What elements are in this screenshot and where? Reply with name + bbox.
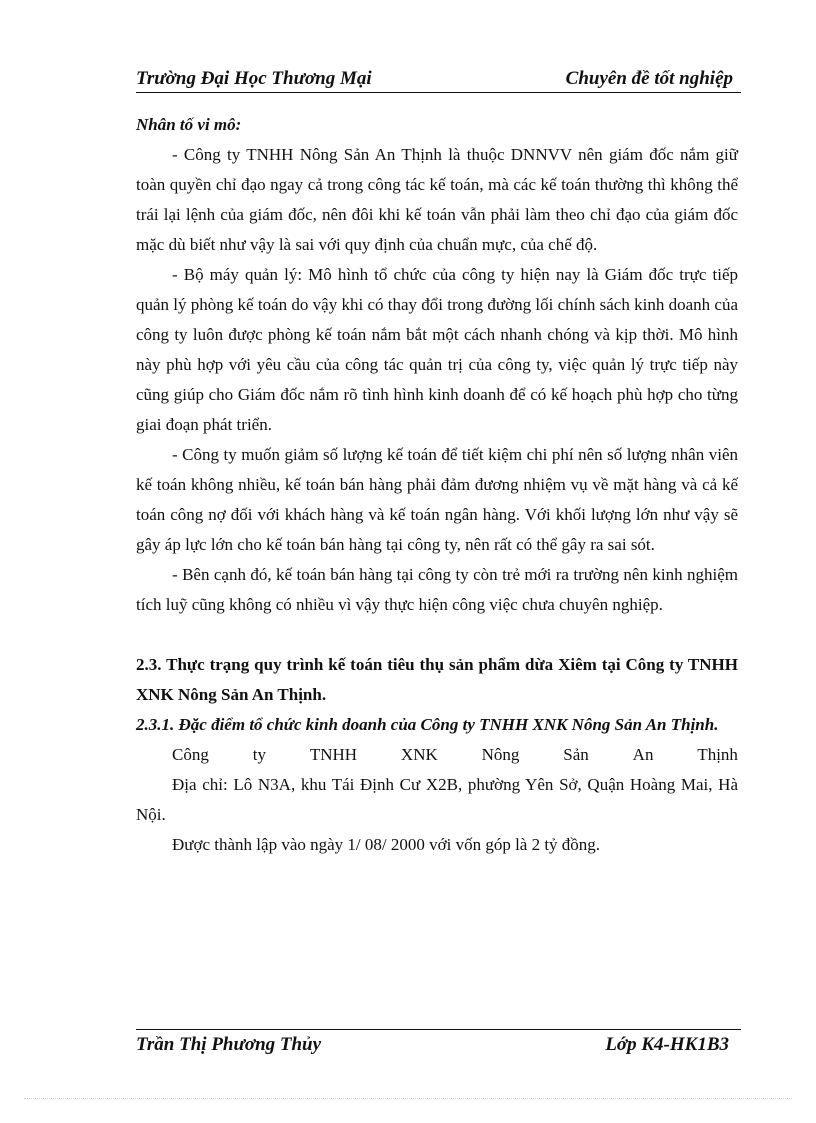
paragraph-staffing: - Công ty muốn giảm số lượng kế toán để tiết kiệm chi phí nên số lượng nhân viên kế toán không nhiều, kế toán bán hàng phải đảm đương nhiệm vụ về mặt hàng và cả kế toán công nợ đối với khách hàng và kế toán ngân hàng. Với khối lượng lớn như vậy sẽ gây áp lực lớn cho kế toán bán hàng tại công ty, nên rất có thể gây ra sai sót. — [136, 445, 738, 554]
address-paragraph: Địa chỉ: Lô N3A, khu Tái Định Cư X2B, phường Yên Sở, Quận Hoàng Mai, Hà Nội. — [136, 775, 738, 824]
document-body — [136, 110, 738, 860]
company-word: Công — [172, 745, 209, 764]
page-footer — [136, 1029, 741, 1062]
subsection-heading: 2.3.1. Đặc điểm tổ chức kinh doanh của Công ty TNHH XNK Nông Sản An Thịnh. — [136, 715, 719, 734]
header-school-name: Trường Đại Học Thương Mại — [136, 68, 372, 89]
footer-class: Lớp K4-HK1B3 — [605, 1034, 729, 1055]
company-word: Sản — [563, 745, 589, 764]
footer-author: Trần Thị Phương Thủy — [136, 1034, 322, 1055]
company-word: Nông — [481, 745, 520, 764]
paragraph-management-structure: - Bộ máy quản lý: Mô hình tổ chức của công ty hiện nay là Giám đốc trực tiếp quản lý phòng kế toán do vậy khi có thay đổi trong đường lối chính sách kinh doanh của công ty luôn được phòng kế toán nắm bắt một cách nhanh chóng và kịp thời. Mô hình này phù hợp với yêu cầu của công tác quản trị của công ty, việc quản lý trực tiếp này cũng giúp cho Giám đốc nắm rõ tình hình kinh doanh để có kế hoạch phù hợp cho từng giai đoạn phát triển. — [136, 265, 738, 434]
paragraph-experience: - Bên cạnh đó, kế toán bán hàng tại công ty còn trẻ mới ra trường nên kinh nghiệm tích luỹ cũng không có nhiều vì vậy thực hiện công việc chưa chuyên nghiệp. — [136, 565, 738, 614]
company-word: XNK — [400, 745, 438, 764]
page-edge-divider — [24, 1098, 792, 1099]
spacer — [136, 620, 738, 650]
company-word: An — [632, 745, 654, 764]
section-heading: 2.3. Thực trạng quy trình kế toán tiêu thụ sản phẩm dừa Xiêm tại Công ty TNHH XNK Nông Sản An Thịnh. — [136, 655, 738, 704]
header-document-type: Chuyên đề tốt nghiệp — [565, 68, 733, 89]
established-paragraph: Được thành lập vào ngày 1/ 08/ 2000 với vốn góp là 2 tỷ đồng. — [172, 835, 601, 854]
company-name-line — [136, 740, 738, 770]
page-header — [136, 66, 741, 93]
company-word: TNHH — [309, 745, 358, 764]
paragraph-management-control: - Công ty TNHH Nông Sản An Thịnh là thuộc DNNVV nên giám đốc nắm giữ toàn quyền chỉ đạo ngay cả trong công tác kế toán, mà các kế toán thường thì không thể trái lại lệnh của giám đốc, nên đôi khi kế toán vẫn phải làm theo chỉ đạo của giám đốc mặc dù biết như vậy là sai với quy định của chuẩn mực, của chế độ. — [136, 145, 738, 254]
company-word: Thịnh — [697, 745, 738, 764]
subheading-micro-factors: Nhân tố vi mô: — [136, 115, 242, 134]
company-word: ty — [252, 745, 266, 764]
